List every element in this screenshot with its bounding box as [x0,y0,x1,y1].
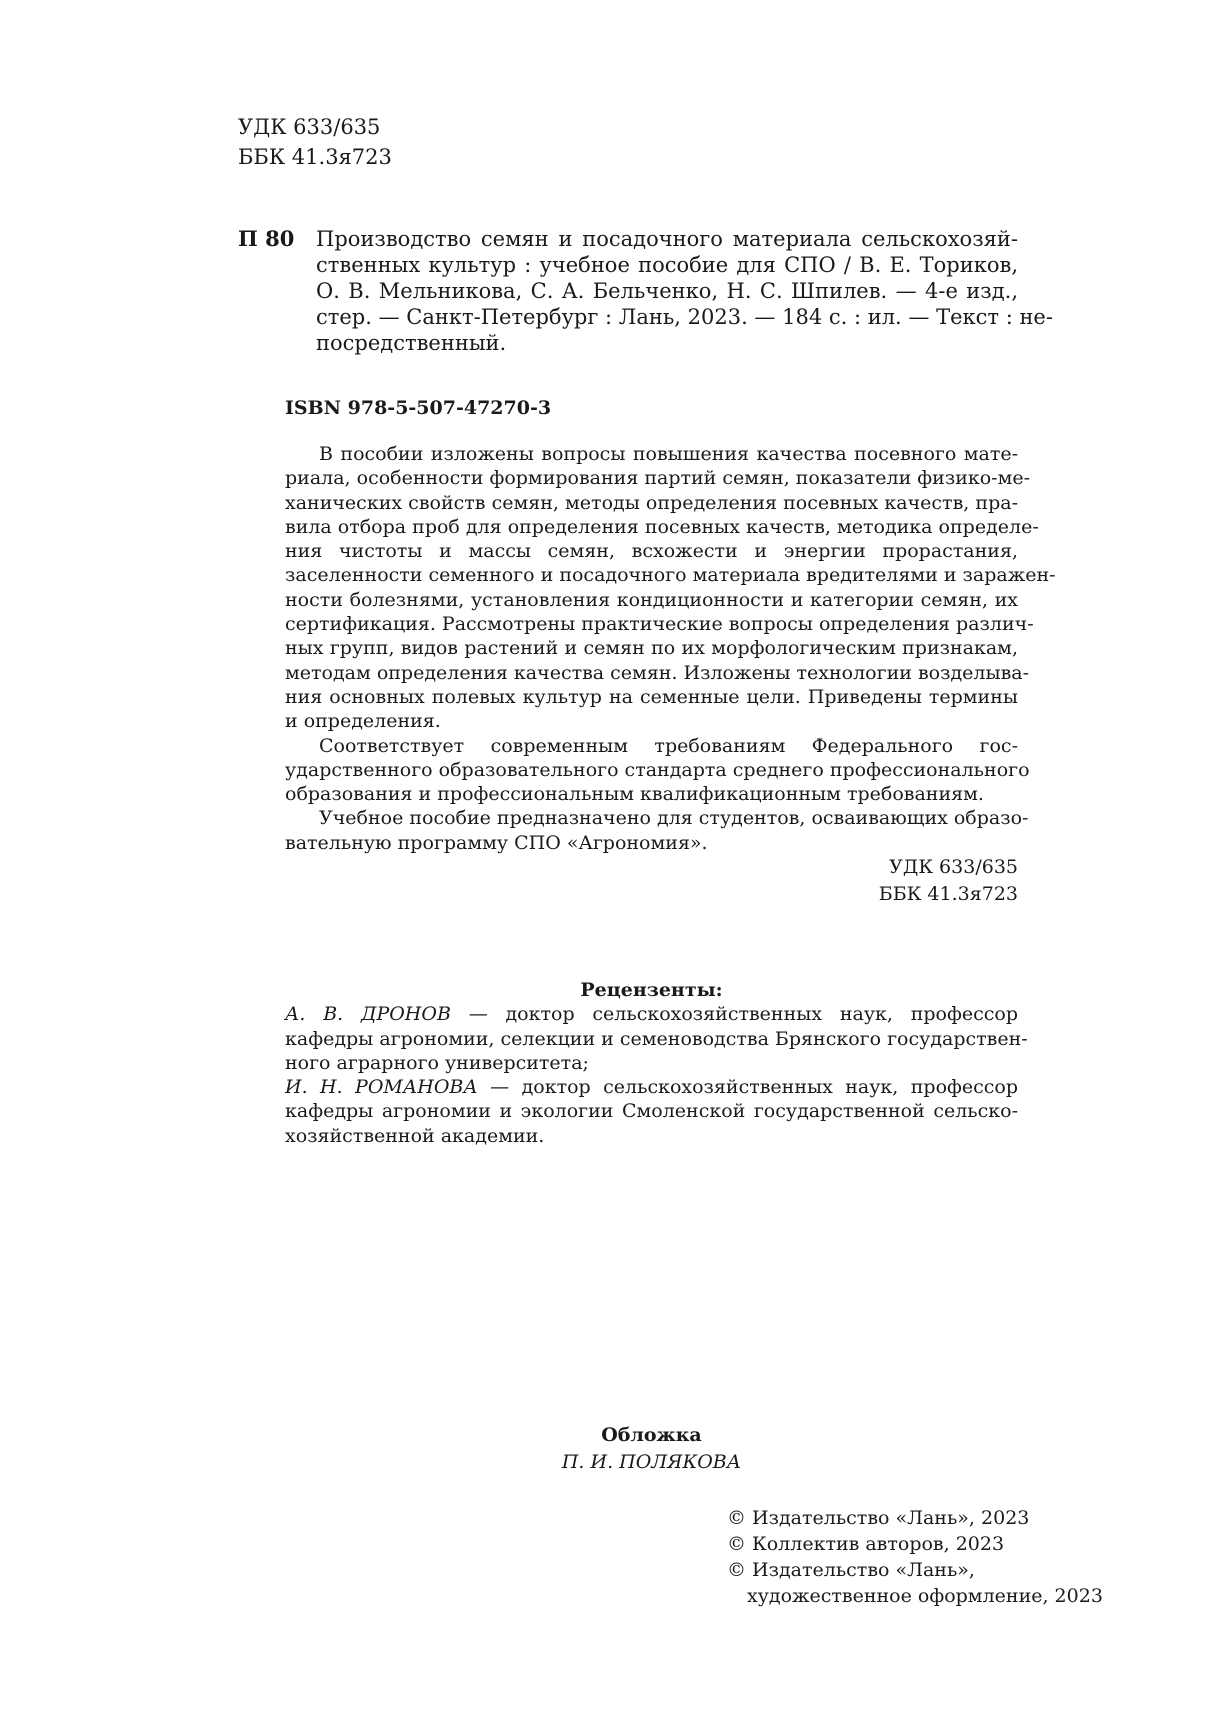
copyright-line: © Издательство «Лань», [727,1559,975,1581]
copyright-block [727,1505,1107,1609]
abstract-line: образования и профессиональным квалификационным требованиям. [285,783,984,806]
reviewer-line [285,1002,1018,1026]
reviewer-credentials: — доктор сельскохозяйственных наук, профессор [477,1076,1019,1099]
reviewer-line [285,1075,1018,1099]
entry-line: стер. — Санкт-Петербург : Лань, 2023. — 184 с. : ил. — Текст : не- [316,305,1053,329]
abstract-line: ния чистоты и массы семян, всхожести и энергии прорастания, [285,540,1018,563]
copyright-line: художественное оформление, 2023 [747,1585,1103,1607]
abstract-line: Учебное пособие предназначено для студентов, осваивающих образо- [319,807,1029,830]
reviewers-heading: Рецензенты: [580,979,723,1001]
isbn: ISBN 978-5-507-47270-3 [285,397,552,419]
abstract-line: В пособии изложены вопросы повышения качества посевного мате- [319,443,1018,465]
abstract-line: ния основных полевых культур на семенные цели. Приведены термины [285,685,1018,708]
cover-designer: П. И. ПОЛЯКОВА [561,1451,742,1473]
author-index: П 80 [238,226,295,251]
entry-line: посредственный. [316,331,507,355]
udk-code: УДК 633/635 [238,115,381,139]
abstract-line: вательную программу СПО «Агрономия». [285,831,708,854]
abstract-line: Соответствует современным требованиям Федерального гос- [319,734,1018,757]
cover-credit [285,1422,1018,1476]
bibliographic-description [316,226,1053,356]
copyright-line: © Коллектив авторов, 2023 [727,1533,1005,1555]
abstract [285,442,1056,855]
abstract-paragraph [285,734,1030,807]
abstract-line: ханических свойств семян, методы определения посевных качеств, пра- [285,491,1018,514]
abstract-paragraph [285,806,1029,855]
entry-line: Производство семян и посадочного материала сельскохозяй- [316,227,1018,251]
copyright-line: © Издательство «Лань», 2023 [727,1507,1030,1529]
reviewer-name: И. Н. РОМАНОВА [285,1076,478,1099]
udk-code: УДК 633/635 [889,856,1018,878]
abstract-line: ности болезнями, установления кондиционности и категории семян, их [285,588,1018,611]
abstract-line: заселенности семенного и посадочного материала вредителями и заражен- [285,564,1056,587]
reviewer-credentials: — доктор сельскохозяйственных наук, профессор [450,1003,1018,1026]
bbk-code: ББК 41.3я723 [878,883,1018,905]
reviewer-line: кафедры агрономии, селекции и семеноводства Брянского государствен- [285,1027,1028,1050]
abstract-line: риала, особенности формирования партий семян, показатели физико-ме- [285,467,1031,490]
abstract-line: методам определения качества семян. Изложены технологии возделыва- [285,661,1030,684]
entry-line: ственных культур : учебное пособие для СПО / В. Е. Ториков, [316,253,1018,277]
reviewer-line: ного аграрного университета; [285,1051,589,1074]
entry-line: О. В. Мельникова, С. А. Бельченко, Н. С. Шпилев. — 4-е изд., [316,279,1018,303]
reviewer-name: А. В. ДРОНОВ [285,1003,451,1026]
abstract-paragraph [285,442,1056,734]
bbk-code: ББК 41.3я723 [238,145,392,169]
cover-heading: Обложка [601,1424,702,1446]
abstract-line: и определения. [285,710,441,733]
abstract-line: вила отбора проб для определения посевных качеств, методика определе- [285,515,1039,538]
reviewer-line: хозяйственной академии. [285,1124,545,1147]
reviewers [285,978,1028,1148]
classification-codes-top [238,112,392,172]
classification-codes-bottom [860,854,1018,908]
abstract-line: ударственного образовательного стандарта среднего профессионального [285,758,1030,781]
abstract-line: ных групп, видов растений и семян по их морфологическим признакам, [285,637,1018,660]
abstract-line: сертификация. Рассмотрены практические вопросы определения различ- [285,613,1034,636]
reviewer-line: кафедры агрономии и экологии Смоленской государственной сельско- [285,1100,1018,1123]
